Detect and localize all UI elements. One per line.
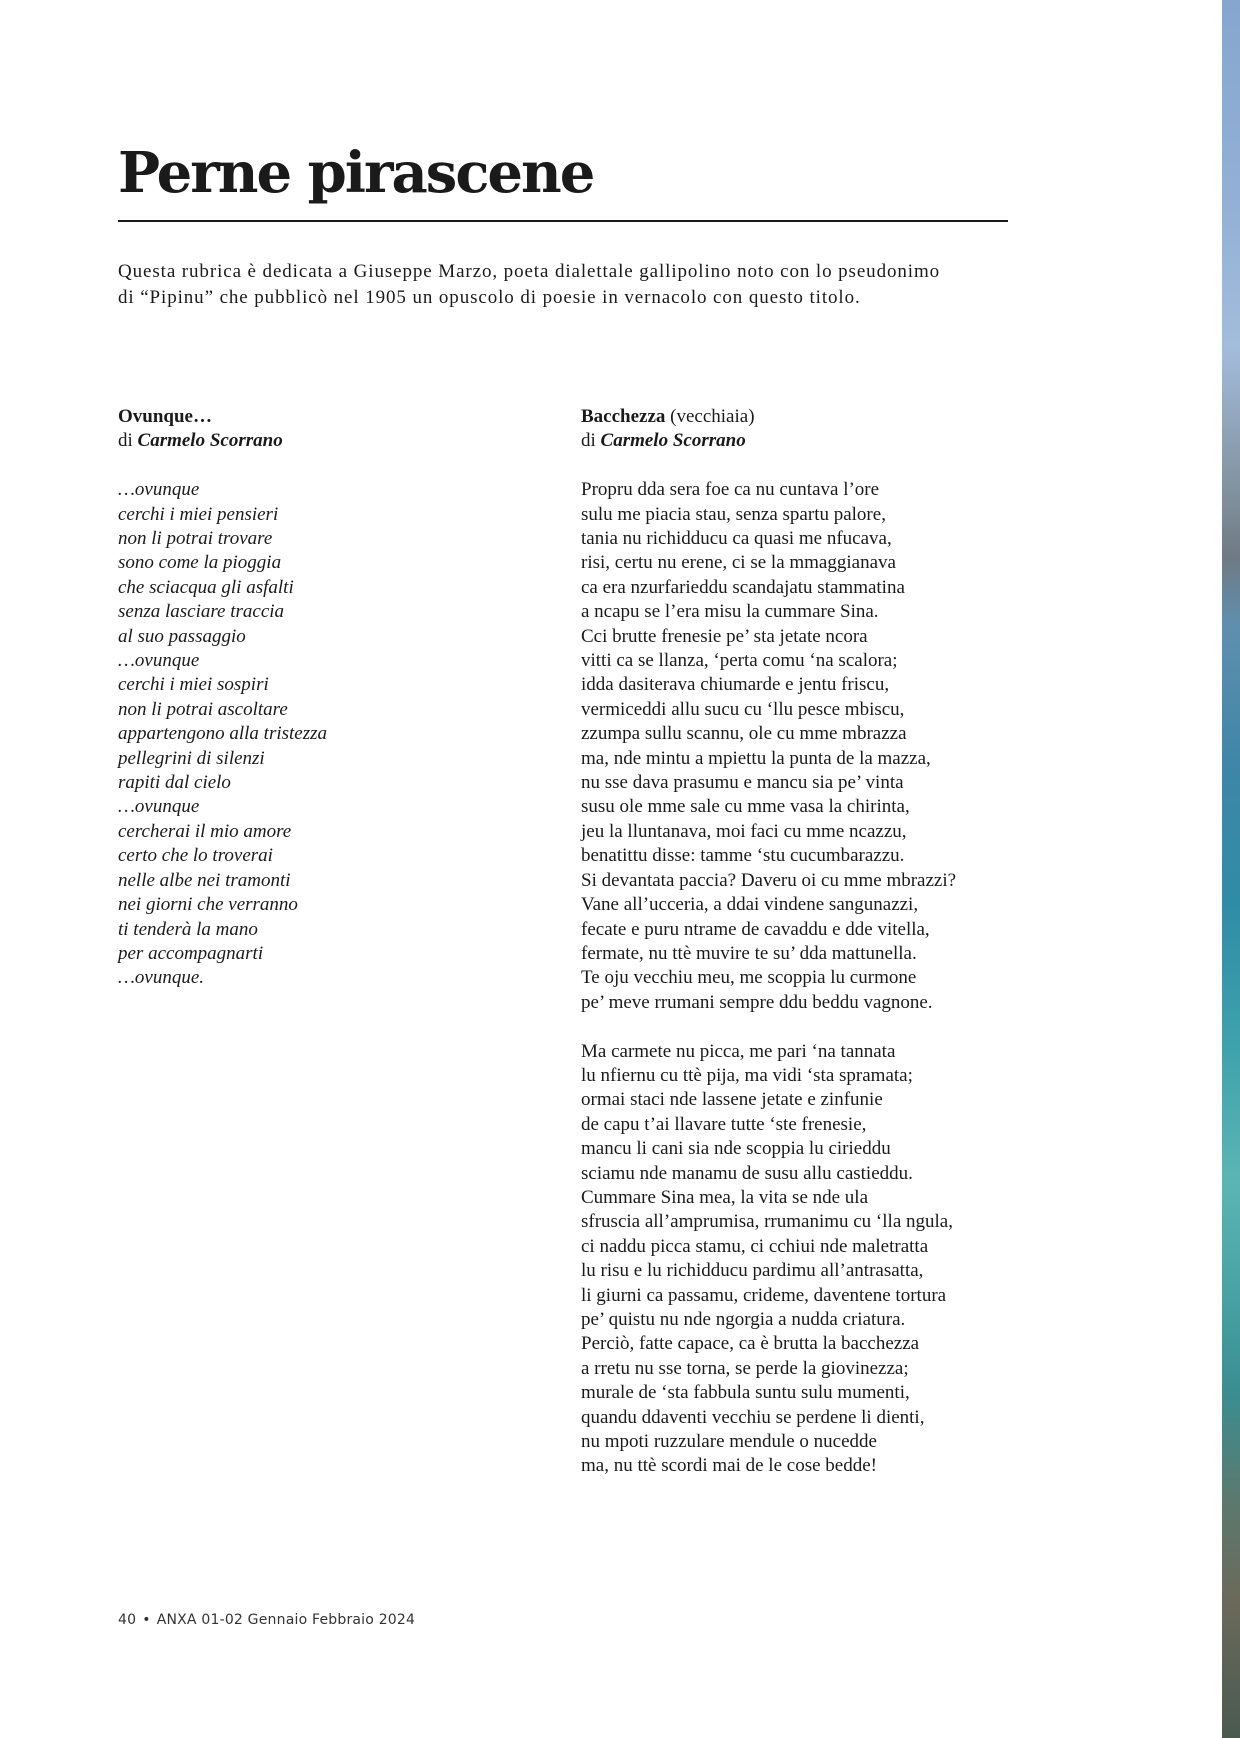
poem-line: murale de ‘sta fabbula suntu sulu mumenti,	[581, 1382, 910, 1404]
poem-line: ma, nu ttè scordi mai de le cose bedde!	[581, 1455, 877, 1477]
poem-author	[118, 429, 538, 453]
poem-line: Si devantata paccia? Daveru oi cu mme mbrazzi?	[581, 869, 957, 891]
poem-line: a ncapu se l’era misu la cummare Sina.	[581, 601, 879, 623]
author-name: Carmelo Scorrano	[137, 430, 283, 452]
poem-line: susu ole mme sale cu mme vasa la chirinta,	[581, 796, 910, 818]
poem-line: Propru dda sera foe ca nu cuntava l’ore	[581, 479, 880, 501]
poem-line: …ovunque	[118, 796, 200, 818]
poem-title	[118, 405, 538, 429]
poem-title-text: Bacchezza	[581, 406, 666, 427]
poem-line: Cci brutte frenesie pe’ sta jetate ncora	[581, 625, 868, 647]
poem-line: quandu ddaventi vecchiu se perdene li dienti,	[581, 1406, 925, 1428]
poem-line: ci naddu picca stamu, ci cchiui nde maletratta	[581, 1235, 929, 1257]
poem-line: Cummare Sina mea, la vita se nde ula	[581, 1186, 869, 1208]
intro-paragraph	[118, 259, 1018, 311]
poem-line: nu sse dava prasumu e mancu sia pe’ vinta	[581, 772, 904, 794]
author-prefix: di	[581, 430, 601, 452]
poem-line: per accompagnarti	[118, 942, 264, 964]
poem-line: Ma carmete nu picca, me pari ‘na tannata	[581, 1040, 896, 1062]
issue-info: ANXA 01-02 Gennaio Febbraio 2024	[156, 1612, 416, 1628]
page-number: 40	[118, 1612, 137, 1628]
poem-bacchezza	[581, 405, 1201, 1479]
poem-line: vermiceddi allu sucu cu ‘llu pesce mbiscu,	[581, 698, 905, 720]
author-prefix: di	[118, 430, 138, 452]
poem-line: ti tenderà la mano	[118, 918, 258, 940]
poem-line: lu risu e lu richidducu pardimu all’antrasatta,	[581, 1260, 924, 1282]
poem-stanza-1	[581, 478, 1201, 1015]
poem-line: pellegrini di silenzi	[118, 747, 265, 769]
poem-line: cercherai il mio amore	[118, 820, 292, 842]
poem-line: nei giorni che verranno	[118, 894, 298, 916]
poem-line: Vane all’ucceria, a ddai vindene sangunazzi,	[581, 894, 919, 916]
poem-title-text: Ovunque…	[118, 406, 212, 427]
poem-line: sulu me piacia stau, senza spartu palore,	[581, 503, 886, 525]
poem-line: certo che lo troverai	[118, 845, 273, 867]
poem-line: benatittu disse: tamme ‘stu cucumbarazzu.	[581, 845, 905, 867]
poem-line: pe’ quistu nu nde ngorgia a nudda criatura.	[581, 1309, 906, 1330]
poem-line: idda dasiterava chiumarde e jentu friscu,	[581, 674, 890, 696]
footer-separator: •	[142, 1612, 151, 1628]
intro-line: di “Pipinu” che pubblicò nel 1905 un opuscolo di poesie in vernacolo con questo titolo.	[118, 287, 861, 308]
poem-line: nelle albe nei tramonti	[118, 869, 291, 891]
poem-line: …ovunque	[118, 479, 200, 501]
poem-line: non li potrai trovare	[118, 528, 273, 550]
poem-line: fecate e puru ntrame de cavaddu e dde vitella,	[581, 918, 930, 940]
poem-line: cerchi i miei pensieri	[118, 503, 279, 525]
poem-line: de capu t’ai llavare tutte ‘ste frenesie,	[581, 1113, 867, 1135]
poem-line: …ovunque.	[118, 967, 205, 989]
poem-line: jeu la lluntanava, moi faci cu mme ncazzu,	[581, 820, 907, 842]
page-footer	[118, 1612, 415, 1628]
poem-line: a rretu nu sse torna, se perde la giovinezza;	[581, 1357, 909, 1379]
poem-line: non li potrai ascoltare	[118, 698, 288, 720]
poem-line: tania nu richidducu ca quasi me nfucava,	[581, 528, 892, 550]
poem-line: sono come la pioggia	[118, 552, 282, 574]
poem-line: mancu li cani sia nde scoppia lu cirieddu	[581, 1138, 891, 1160]
page-title: Perne pirascene	[118, 140, 594, 206]
poem-line: li giurni ca passamu, crideme, daventene tortura	[581, 1284, 947, 1306]
poem-title	[581, 405, 1201, 429]
poem-line: ca era nzurfarieddu scandajatu stammatina	[581, 576, 905, 598]
poem-line: zzumpa sullu scannu, ole cu mme mbrazza	[581, 723, 907, 745]
poem-line: Te oju vecchiu meu, me scoppia lu curmone	[581, 967, 917, 989]
poem-line: sciamu nde manamu de susu allu castieddu.	[581, 1162, 913, 1184]
poem-line: …ovunque	[118, 650, 200, 672]
poem-line: senza lasciare traccia	[118, 601, 285, 623]
poem-line: ormai staci nde lassene jetate e zinfunie	[581, 1089, 883, 1111]
stanza-break	[581, 1015, 1201, 1039]
poem-ovunque	[118, 405, 538, 991]
poem-author	[581, 429, 1201, 453]
poem-line: ma, nde mintu a mpiettu la punta de la mazza,	[581, 747, 931, 769]
poem-line: appartengono alla tristezza	[118, 723, 328, 745]
poem-line: cerchi i miei sospiri	[118, 674, 269, 696]
title-divider	[118, 220, 1008, 222]
poem-line: lu nfiernu cu ttè pija, ma vidi ‘sta spramata;	[581, 1064, 913, 1086]
cover-photo-edge	[1222, 0, 1240, 1738]
poem-stanza-2	[581, 1040, 1201, 1479]
poem-subtitle: (vecchiaia)	[665, 406, 755, 427]
poem-line: risi, certu nu erene, ci se la mmaggianava	[581, 552, 896, 574]
poem-line: Perciò, fatte capace, ca è brutta la bacchezza	[581, 1333, 920, 1355]
poem-line: al suo passaggio	[118, 625, 246, 647]
poem-line: pe’ meve rrumani sempre ddu beddu vagnone.	[581, 991, 933, 1013]
intro-line: Questa rubrica è dedicata a Giuseppe Marzo, poeta dialettale gallipolino noto con lo pseudonimo	[118, 261, 941, 282]
poem-line: che sciacqua gli asfalti	[118, 576, 294, 598]
poem-line: vitti ca se llanza, ‘perta comu ‘na scalora;	[581, 650, 898, 672]
author-name: Carmelo Scorrano	[600, 430, 746, 452]
poem-line: nu mpoti ruzzulare mendule o nucedde	[581, 1431, 877, 1453]
poem-line: rapiti dal cielo	[118, 772, 231, 794]
poem-lines	[118, 478, 538, 991]
poem-line: fermate, nu ttè muvire te su’ dda mattunella.	[581, 942, 917, 964]
poem-line: sfruscia all’amprumisa, rrumanimu cu ‘lla ngula,	[581, 1211, 953, 1233]
